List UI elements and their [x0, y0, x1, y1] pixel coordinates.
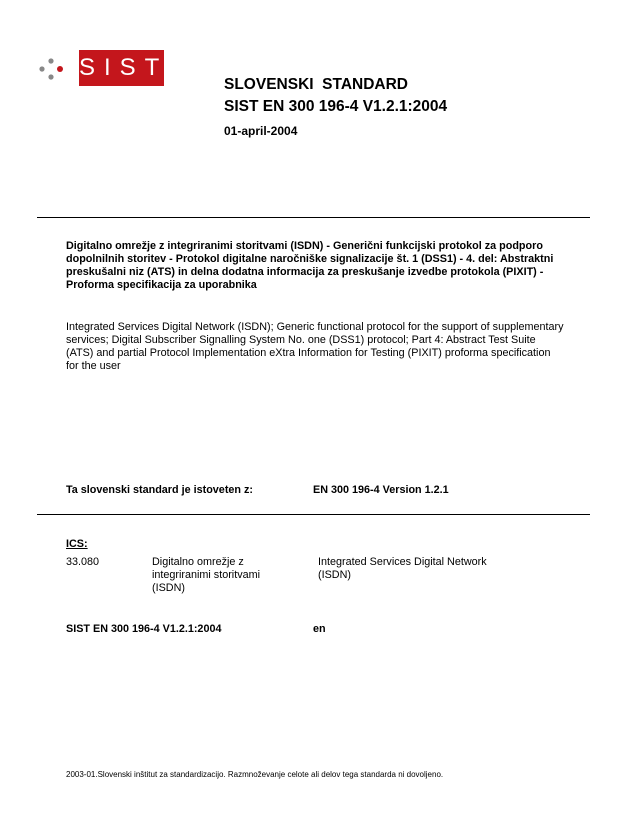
standard-type: SLOVENSKI STANDARD [224, 76, 409, 93]
ics-label: ICS: [66, 538, 88, 550]
ics-description-sl: Digitalno omrežje z integriranimi storitvami (ISDN) [152, 556, 260, 594]
ics-code: 33.080 [66, 556, 100, 568]
language-code: en [313, 623, 326, 635]
standard-code-footer: SIST EN 300 196-4 V1.2.1:2004 [66, 623, 222, 635]
title-slovenian: Digitalno omrežje z integriranimi storitvami (ISDN) - Generični funkcijski protokol za podporo dopolnilnih storitev - Protokol digitalne naročniške signalizacije št. 1 (DSS1) - 4. del: Abstraktni preskušalni niz (ATS) in delna dodatna informacija za preskušanje izvedbe protokola (PIXIT) - Proforma specifikacija za uporabnika [66, 240, 554, 291]
identity-value: EN 300 196-4 Version 1.2.1 [313, 484, 449, 496]
sist-logo: SIST [79, 50, 164, 86]
identity-label: Ta slovenski standard je istoveten z: [66, 484, 254, 496]
publication-date: 01-april-2004 [224, 124, 298, 138]
standard-code: SIST EN 300 196-4 V1.2.1:2004 [224, 98, 448, 115]
divider-middle [37, 514, 590, 515]
divider-top [37, 217, 590, 218]
copyright-note: 2003-01.Slovenski inštitut za standardizacijo. Razmnoževanje celote ali delov tega standarda ni dovoljeno. [66, 770, 444, 779]
title-english: Integrated Services Digital Network (ISDN); Generic functional protocol for the support of supplementary services; Digital Subscriber Signalling System No. one (DSS1) protocol; Part 4: Abstract Test Suite (ATS) and partial Protocol Implementation eXtra Information for Testing (PIXIT) proforma specification for the user [66, 321, 564, 372]
ics-description-en: Integrated Services Digital Network (ISDN) [318, 556, 487, 581]
logo-dots-icon [37, 56, 65, 84]
